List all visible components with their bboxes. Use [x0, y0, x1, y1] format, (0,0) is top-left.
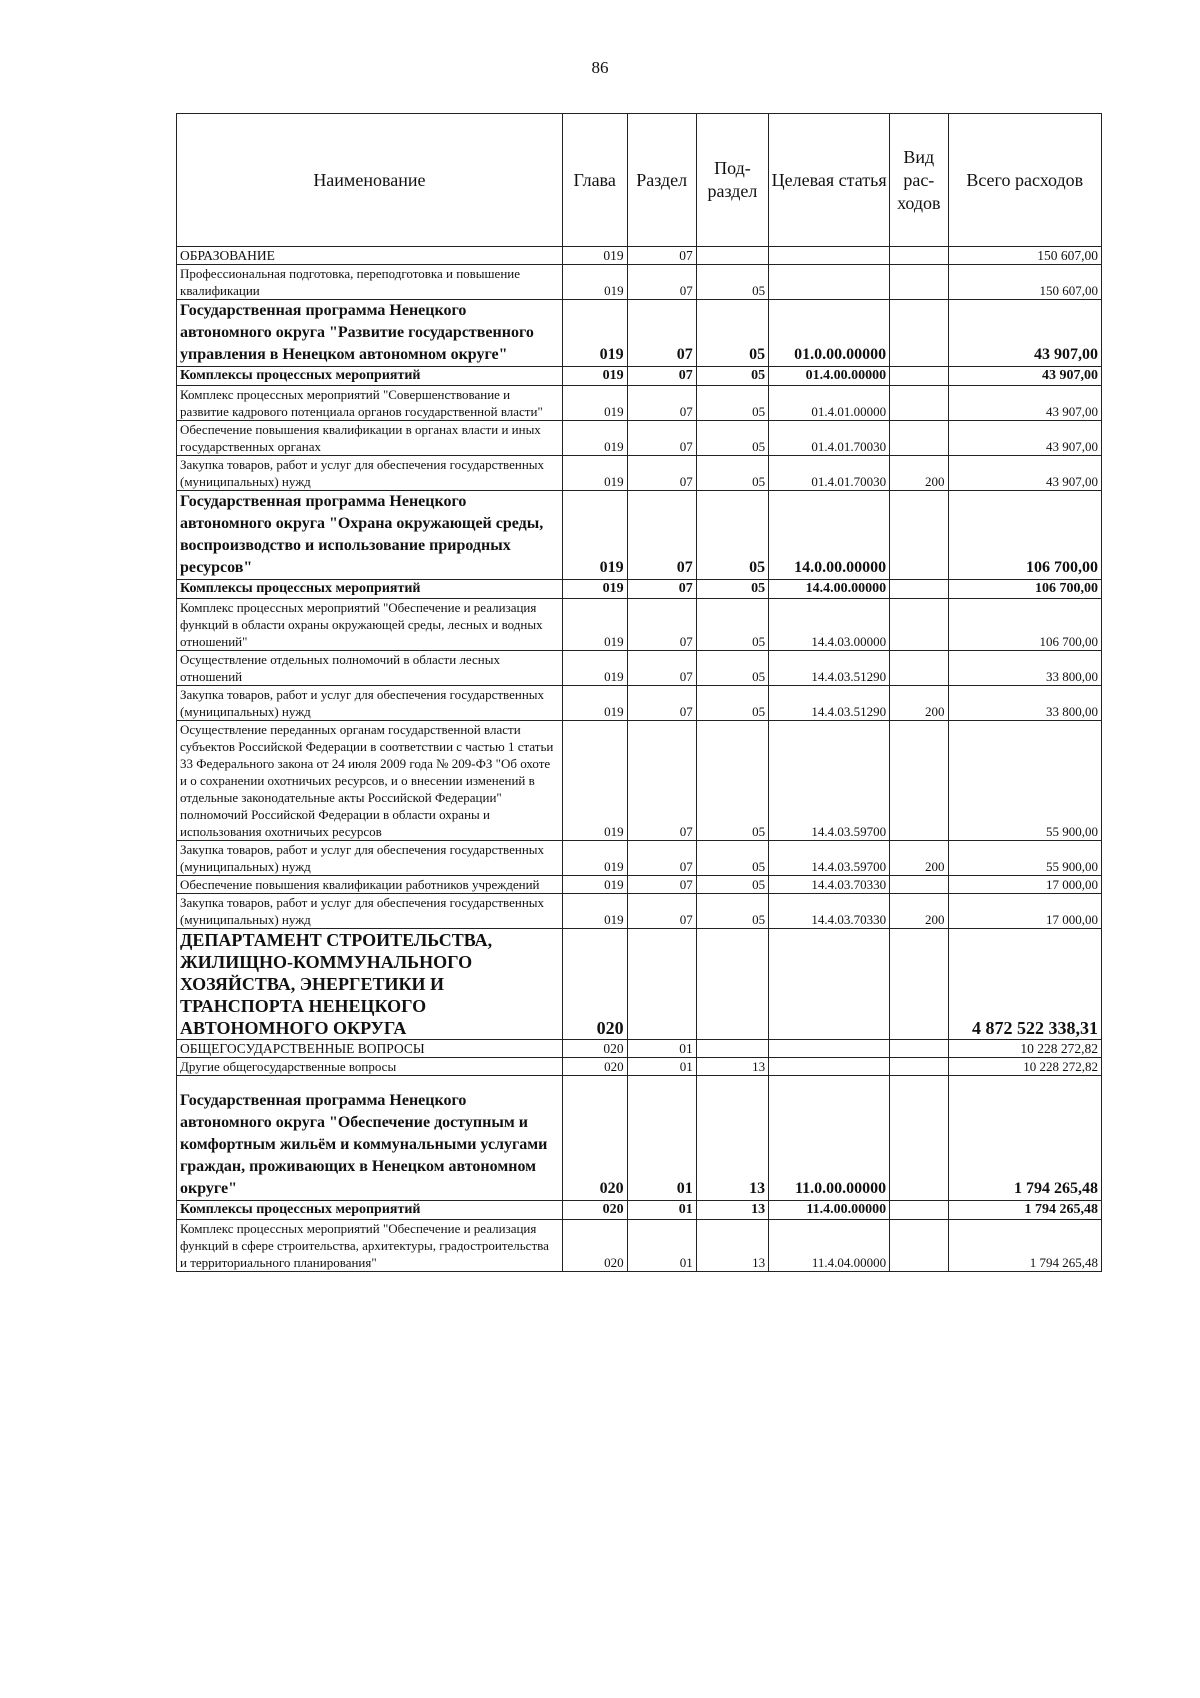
cell-podrazdel: 13: [696, 1220, 768, 1272]
cell-glava: 019: [562, 876, 627, 894]
cell-razdel: 07: [627, 876, 696, 894]
header-vid: Вид рас-ходов: [890, 114, 948, 247]
cell-glava: 019: [562, 580, 627, 599]
cell-target: [769, 1058, 890, 1076]
cell-glava: 019: [562, 721, 627, 841]
table-row: [177, 894, 1102, 929]
cell-vid: [890, 367, 948, 386]
cell-total: 150 607,00: [948, 265, 1102, 300]
cell-target: 14.4.00.00000: [769, 580, 890, 599]
cell-total: 33 800,00: [948, 651, 1102, 686]
cell-target: [769, 247, 890, 265]
cell-name: ДЕПАРТАМЕНТ СТРОИТЕЛЬСТВА, ЖИЛИЩНО-КОММУНАЛЬНОГО ХОЗЯЙСТВА, ЭНЕРГЕТИКИ И ТРАНСПОРТА НЕНЕЦКОГО АВТОНОМНОГО ОКРУГА: [177, 929, 563, 1040]
cell-name: Государственная программа Ненецкого автономного округа "Развитие государственного управления в Ненецком автономном округе": [177, 300, 563, 367]
cell-podrazdel: 13: [696, 1058, 768, 1076]
cell-target: 11.0.00.00000: [769, 1076, 890, 1201]
cell-name: Комплексы процессных мероприятий: [177, 367, 563, 386]
cell-target: 11.4.00.00000: [769, 1201, 890, 1220]
cell-name: Закупка товаров, работ и услуг для обеспечения государственных (муниципальных) нужд: [177, 894, 563, 929]
cell-vid: [890, 721, 948, 841]
cell-vid: [890, 1076, 948, 1201]
table-row: [177, 1201, 1102, 1220]
page-number: 86: [591, 58, 609, 77]
cell-total: 55 900,00: [948, 721, 1102, 841]
table-row: [177, 721, 1102, 841]
cell-target: 14.0.00.00000: [769, 491, 890, 580]
table-row: [177, 929, 1102, 1040]
cell-glava: 020: [562, 1201, 627, 1220]
cell-target: 01.0.00.00000: [769, 300, 890, 367]
cell-podrazdel: [696, 929, 768, 1040]
cell-vid: 200: [890, 456, 948, 491]
cell-vid: [890, 1040, 948, 1058]
cell-total: 43 907,00: [948, 421, 1102, 456]
cell-name: Осуществление отдельных полномочий в области лесных отношений: [177, 651, 563, 686]
cell-glava: 019: [562, 265, 627, 300]
cell-name: Обеспечение повышения квалификации в органах власти и иных государственных органах: [177, 421, 563, 456]
cell-glava: 019: [562, 247, 627, 265]
cell-total: 106 700,00: [948, 599, 1102, 651]
cell-total: 43 907,00: [948, 300, 1102, 367]
budget-table: [176, 113, 1102, 1272]
cell-razdel: 07: [627, 651, 696, 686]
table-row: [177, 876, 1102, 894]
cell-razdel: 01: [627, 1076, 696, 1201]
cell-vid: [890, 421, 948, 456]
table-row: [177, 456, 1102, 491]
cell-name: Комплексы процессных мероприятий: [177, 1201, 563, 1220]
table-row: [177, 841, 1102, 876]
cell-podrazdel: 05: [696, 491, 768, 580]
cell-total: 43 907,00: [948, 367, 1102, 386]
cell-razdel: 07: [627, 367, 696, 386]
cell-total: 55 900,00: [948, 841, 1102, 876]
cell-glava: 019: [562, 686, 627, 721]
header-podrazdel: Под-раздел: [696, 114, 768, 247]
cell-name: Закупка товаров, работ и услуг для обеспечения государственных (муниципальных) нужд: [177, 456, 563, 491]
cell-vid: [890, 580, 948, 599]
cell-total: 1 794 265,48: [948, 1076, 1102, 1201]
cell-total: 10 228 272,82: [948, 1058, 1102, 1076]
header-razdel: Раздел: [627, 114, 696, 247]
cell-glava: 019: [562, 367, 627, 386]
cell-razdel: [627, 929, 696, 1040]
cell-podrazdel: 05: [696, 876, 768, 894]
cell-target: 01.4.00.00000: [769, 367, 890, 386]
cell-podrazdel: [696, 1040, 768, 1058]
cell-vid: 200: [890, 894, 948, 929]
cell-target: [769, 929, 890, 1040]
cell-name: Комплекс процессных мероприятий "Обеспечение и реализация функций в сфере строительства, архитектуры, градостроительства и территориального планирования": [177, 1220, 563, 1272]
cell-podrazdel: 13: [696, 1076, 768, 1201]
header-target: Целевая статья: [769, 114, 890, 247]
table-row: [177, 580, 1102, 599]
cell-total: 10 228 272,82: [948, 1040, 1102, 1058]
cell-vid: 200: [890, 841, 948, 876]
cell-name: ОБЩЕГОСУДАРСТВЕННЫЕ ВОПРОСЫ: [177, 1040, 563, 1058]
cell-total: 4 872 522 338,31: [948, 929, 1102, 1040]
table-row: [177, 1220, 1102, 1272]
table-row: [177, 265, 1102, 300]
cell-razdel: 07: [627, 265, 696, 300]
cell-glava: 019: [562, 651, 627, 686]
table-body: [177, 247, 1102, 1272]
cell-name: ОБРАЗОВАНИЕ: [177, 247, 563, 265]
cell-podrazdel: 05: [696, 599, 768, 651]
cell-target: 14.4.03.70330: [769, 894, 890, 929]
cell-glava: 019: [562, 386, 627, 421]
cell-name: Закупка товаров, работ и услуг для обеспечения государственных (муниципальных) нужд: [177, 841, 563, 876]
header-glava: Глава: [562, 114, 627, 247]
table-row: [177, 386, 1102, 421]
cell-podrazdel: [696, 247, 768, 265]
cell-target: 11.4.04.00000: [769, 1220, 890, 1272]
cell-total: 17 000,00: [948, 876, 1102, 894]
cell-target: 14.4.03.51290: [769, 651, 890, 686]
cell-target: 14.4.03.59700: [769, 841, 890, 876]
table-row: [177, 599, 1102, 651]
table-row: [177, 1040, 1102, 1058]
cell-glava: 019: [562, 491, 627, 580]
cell-name: Государственная программа Ненецкого автономного округа "Обеспечение доступным и комфортным жильём и коммунальными услугами граждан, проживающих в Ненецком автономном округе": [177, 1076, 563, 1201]
cell-vid: [890, 876, 948, 894]
cell-razdel: 07: [627, 247, 696, 265]
cell-podrazdel: 05: [696, 686, 768, 721]
cell-glava: 020: [562, 1058, 627, 1076]
table-row: [177, 1058, 1102, 1076]
table-row: [177, 367, 1102, 386]
cell-razdel: 07: [627, 721, 696, 841]
cell-name: Комплекс процессных мероприятий "Обеспечение и реализация функций в области охраны окружающей среды, лесных и водных отношений": [177, 599, 563, 651]
cell-name: Осуществление переданных органам государственной власти субъектов Российской Федерации в соответствии с частью 1 статьи 33 Федерального закона от 24 июля 2009 года № 209-ФЗ "Об охоте и о сохранении охотничьих ресурсов, и о внесении изменений в отдельные законодательные акты Российской Федерации" полномочий Российской Федерации в области охраны и использования охотничьих ресурсов: [177, 721, 563, 841]
table-row: [177, 1076, 1102, 1201]
cell-podrazdel: 05: [696, 265, 768, 300]
cell-total: 33 800,00: [948, 686, 1102, 721]
cell-glava: 020: [562, 1076, 627, 1201]
cell-glava: 020: [562, 1040, 627, 1058]
cell-vid: [890, 651, 948, 686]
cell-target: 14.4.03.70330: [769, 876, 890, 894]
cell-total: 1 794 265,48: [948, 1220, 1102, 1272]
table-row: [177, 651, 1102, 686]
cell-glava: 020: [562, 1220, 627, 1272]
cell-razdel: 01: [627, 1040, 696, 1058]
cell-podrazdel: 05: [696, 580, 768, 599]
table-row: [177, 247, 1102, 265]
cell-razdel: 01: [627, 1201, 696, 1220]
cell-glava: 019: [562, 300, 627, 367]
cell-target: 14.4.03.00000: [769, 599, 890, 651]
cell-target: [769, 265, 890, 300]
cell-podrazdel: 05: [696, 386, 768, 421]
header-total: Всего расходов: [948, 114, 1102, 247]
cell-razdel: 07: [627, 580, 696, 599]
cell-name: Закупка товаров, работ и услуг для обеспечения государственных (муниципальных) нужд: [177, 686, 563, 721]
cell-glava: 019: [562, 599, 627, 651]
cell-target: 01.4.01.70030: [769, 421, 890, 456]
cell-name: Обеспечение повышения квалификации работников учреждений: [177, 876, 563, 894]
cell-vid: [890, 265, 948, 300]
cell-razdel: 07: [627, 686, 696, 721]
cell-razdel: 07: [627, 841, 696, 876]
cell-glava: 020: [562, 929, 627, 1040]
cell-razdel: 01: [627, 1220, 696, 1272]
cell-total: 17 000,00: [948, 894, 1102, 929]
cell-name: Профессиональная подготовка, переподготовка и повышение квалификации: [177, 265, 563, 300]
cell-glava: 019: [562, 456, 627, 491]
header-name: Наименование: [177, 114, 563, 247]
cell-razdel: 07: [627, 456, 696, 491]
cell-podrazdel: 05: [696, 367, 768, 386]
cell-razdel: 07: [627, 386, 696, 421]
cell-total: 43 907,00: [948, 386, 1102, 421]
cell-name: Комплексы процессных мероприятий: [177, 580, 563, 599]
cell-target: 01.4.01.70030: [769, 456, 890, 491]
cell-vid: [890, 1220, 948, 1272]
cell-vid: [890, 1201, 948, 1220]
table-header-row: [177, 114, 1102, 247]
cell-podrazdel: 05: [696, 841, 768, 876]
cell-total: 106 700,00: [948, 580, 1102, 599]
cell-vid: [890, 929, 948, 1040]
cell-razdel: 07: [627, 421, 696, 456]
cell-razdel: 07: [627, 599, 696, 651]
cell-vid: [890, 491, 948, 580]
cell-name: Другие общегосударственные вопросы: [177, 1058, 563, 1076]
cell-name: Государственная программа Ненецкого автономного округа "Охрана окружающей среды, воспроизводство и использование природных ресурсов": [177, 491, 563, 580]
table-row: [177, 300, 1102, 367]
cell-podrazdel: 05: [696, 456, 768, 491]
cell-target: 14.4.03.59700: [769, 721, 890, 841]
cell-glava: 019: [562, 841, 627, 876]
cell-podrazdel: 13: [696, 1201, 768, 1220]
cell-razdel: 07: [627, 300, 696, 367]
cell-vid: 200: [890, 686, 948, 721]
cell-podrazdel: 05: [696, 300, 768, 367]
cell-vid: [890, 300, 948, 367]
table-row: [177, 491, 1102, 580]
cell-podrazdel: 05: [696, 721, 768, 841]
cell-razdel: 07: [627, 894, 696, 929]
cell-podrazdel: 05: [696, 421, 768, 456]
cell-glava: 019: [562, 894, 627, 929]
cell-vid: [890, 247, 948, 265]
table-row: [177, 686, 1102, 721]
cell-total: 43 907,00: [948, 456, 1102, 491]
cell-razdel: 01: [627, 1058, 696, 1076]
cell-vid: [890, 386, 948, 421]
cell-total: 150 607,00: [948, 247, 1102, 265]
table-row: [177, 421, 1102, 456]
cell-target: 01.4.01.00000: [769, 386, 890, 421]
cell-vid: [890, 599, 948, 651]
cell-name: Комплекс процессных мероприятий "Совершенствование и развитие кадрового потенциала органов государственной власти": [177, 386, 563, 421]
cell-vid: [890, 1058, 948, 1076]
cell-podrazdel: 05: [696, 651, 768, 686]
cell-total: 106 700,00: [948, 491, 1102, 580]
cell-total: 1 794 265,48: [948, 1201, 1102, 1220]
cell-podrazdel: 05: [696, 894, 768, 929]
cell-target: [769, 1040, 890, 1058]
cell-razdel: 07: [627, 491, 696, 580]
cell-target: 14.4.03.51290: [769, 686, 890, 721]
cell-glava: 019: [562, 421, 627, 456]
